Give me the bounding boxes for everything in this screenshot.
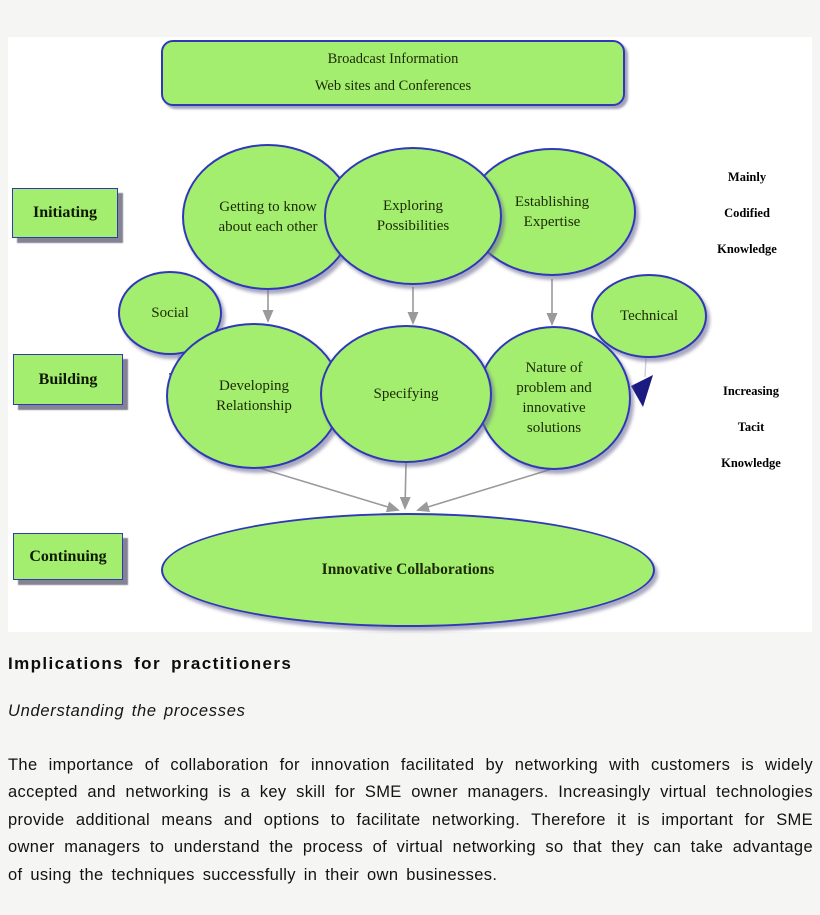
node-establishing-expertise: Establishing Expertise bbox=[468, 148, 636, 276]
navy-arrow-technical-to-nature-icon bbox=[631, 375, 653, 407]
section-subheading: Understanding the processes bbox=[8, 702, 246, 720]
label-line: Mainly bbox=[727, 170, 767, 184]
broadcast-line2: Web sites and Conferences bbox=[314, 78, 472, 94]
body-paragraph: The importance of collaboration for innovation facilitated by networking with customers is widely accepted and networking is a key skill for SME owner managers. Increasingly virtual technologies provide additional means and options to facilitate networking. Therefore it is important for SME owner managers to understand the process of virtual networking so that they can take advantage of using the techniques successfully in their own businesses. bbox=[8, 756, 813, 884]
label-increasing-tacit-knowledge bbox=[690, 373, 812, 481]
broadcast-line1: Broadcast Information bbox=[327, 51, 459, 67]
node-getting-to-know: Getting to know about each other bbox=[182, 144, 354, 290]
node-nature-of-problem: Nature of problem and innovative solutions bbox=[477, 326, 631, 470]
arrow-nature-to-innovative-icon bbox=[418, 469, 552, 510]
process-diagram bbox=[8, 37, 812, 632]
node-social: Social bbox=[118, 271, 222, 355]
label-line: Tacit bbox=[737, 420, 765, 434]
connector-technical-icon bbox=[645, 358, 646, 377]
arrow-developing-to-innovative-icon bbox=[256, 467, 398, 510]
label-line: Knowledge bbox=[717, 242, 777, 256]
node-specifying: Specifying bbox=[320, 325, 492, 463]
label-line: Increasing bbox=[722, 384, 780, 398]
stage-label-initiating: Initiating bbox=[12, 188, 118, 238]
section-heading: Implications for practitioners bbox=[8, 654, 293, 673]
label-mainly-codified-knowledge bbox=[686, 159, 808, 267]
broadcast-information-box bbox=[161, 40, 625, 106]
node-technical: Technical bbox=[591, 274, 707, 358]
arrow-specifying-to-innovative-icon bbox=[405, 463, 406, 508]
node-developing-relationship: Developing Relationship bbox=[166, 323, 342, 469]
stage-label-continuing: Continuing bbox=[13, 533, 123, 580]
node-exploring-possibilities: Exploring Possibilities bbox=[324, 147, 502, 285]
stage-label-building: Building bbox=[13, 354, 123, 405]
node-innovative-collaborations: Innovative Collaborations bbox=[161, 513, 655, 627]
label-line: Knowledge bbox=[721, 456, 781, 470]
label-line: Codified bbox=[724, 206, 770, 220]
